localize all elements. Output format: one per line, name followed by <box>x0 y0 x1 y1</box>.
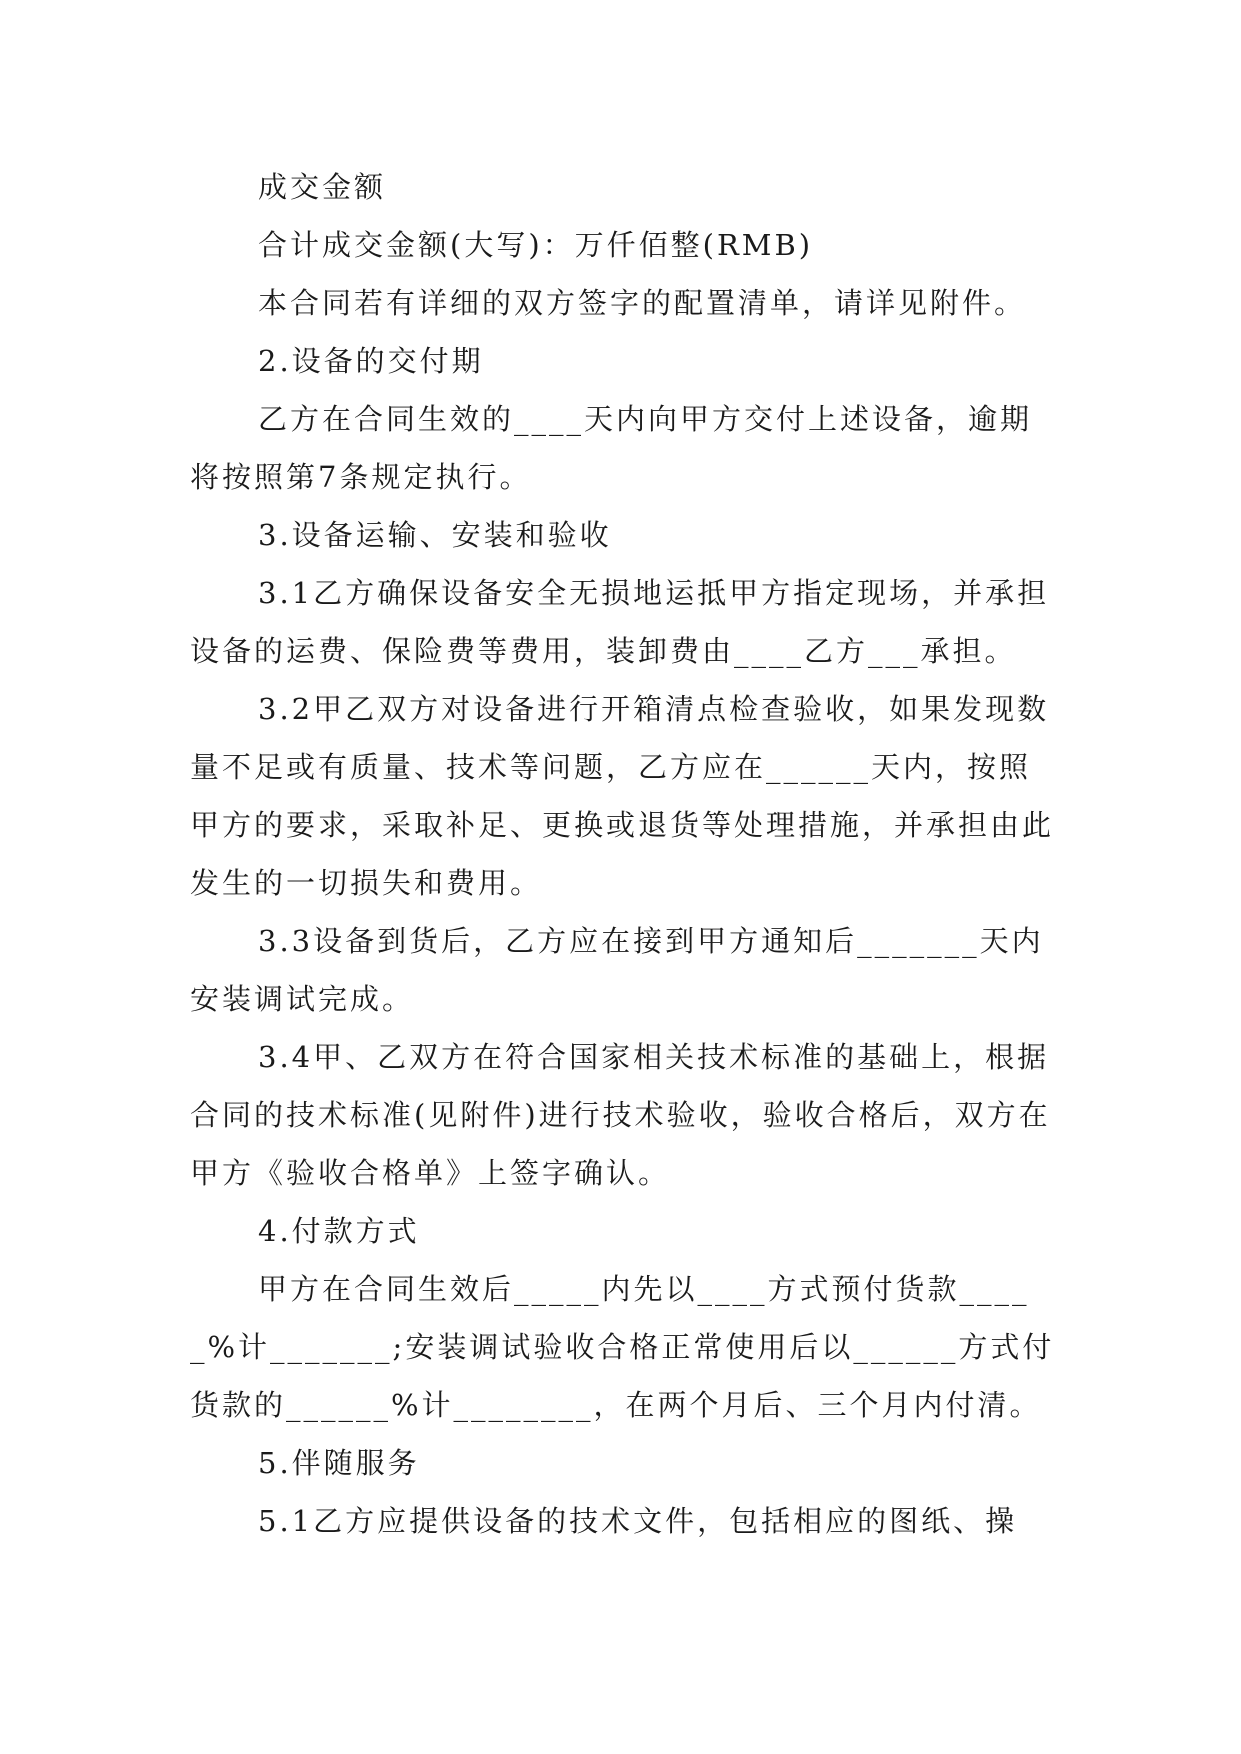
paragraph-payment-terms: 甲方在合同生效后_____内先以____方式预付货款_____%计_______;安装调试验收合格正常使用后以______方式付货款的______%计________，在两个月后、三个月内付清。 <box>190 1272 1055 1422</box>
paragraph-total-amount-uppercase: 合计成交金额(大写)：万仟佰整(RMB) <box>258 228 814 262</box>
paragraph-transaction-amount: 成交金额 <box>258 170 387 204</box>
paragraph-clause-3-2: 3.2甲乙双方对设备进行开箱清点检查验收，如果发现数量不足或有质量、技术等问题，乙方应在______天内，按照甲方的要求，采取补足、更换或退货等处理措施，并承担由此发生的一切损失和费用。 <box>190 692 1055 900</box>
section-heading-payment-method: 4.付款方式 <box>258 1214 420 1248</box>
paragraph-clause-5-1: 5.1乙方应提供设备的技术文件，包括相应的图纸、操 <box>258 1504 1018 1538</box>
document-body <box>190 158 1060 1550</box>
paragraph-clause-3-3: 3.3设备到货后，乙方应在接到甲方通知后_______天内安装调试完成。 <box>190 924 1044 1016</box>
paragraph-configuration-list-note: 本合同若有详细的双方签字的配置清单，请详见附件。 <box>258 286 1027 320</box>
section-heading-accompanying-services: 5.伴随服务 <box>258 1446 420 1480</box>
paragraph-clause-3-1: 3.1乙方确保设备安全无损地运抵甲方指定现场，并承担设备的运费、保险费等费用，装卸费由____乙方___承担。 <box>190 576 1050 668</box>
section-heading-delivery-period: 2.设备的交付期 <box>258 344 484 378</box>
section-heading-transport-installation-acceptance: 3.设备运输、安装和验收 <box>258 518 612 552</box>
paragraph-delivery-period: 乙方在合同生效的____天内向甲方交付上述设备，逾期将按照第7条规定执行。 <box>190 402 1033 494</box>
paragraph-clause-3-4: 3.4甲、乙双方在符合国家相关技术标准的基础上，根据合同的技术标准(见附件)进行技术验收，验收合格后，双方在甲方《验收合格单》上签字确认。 <box>190 1040 1051 1190</box>
